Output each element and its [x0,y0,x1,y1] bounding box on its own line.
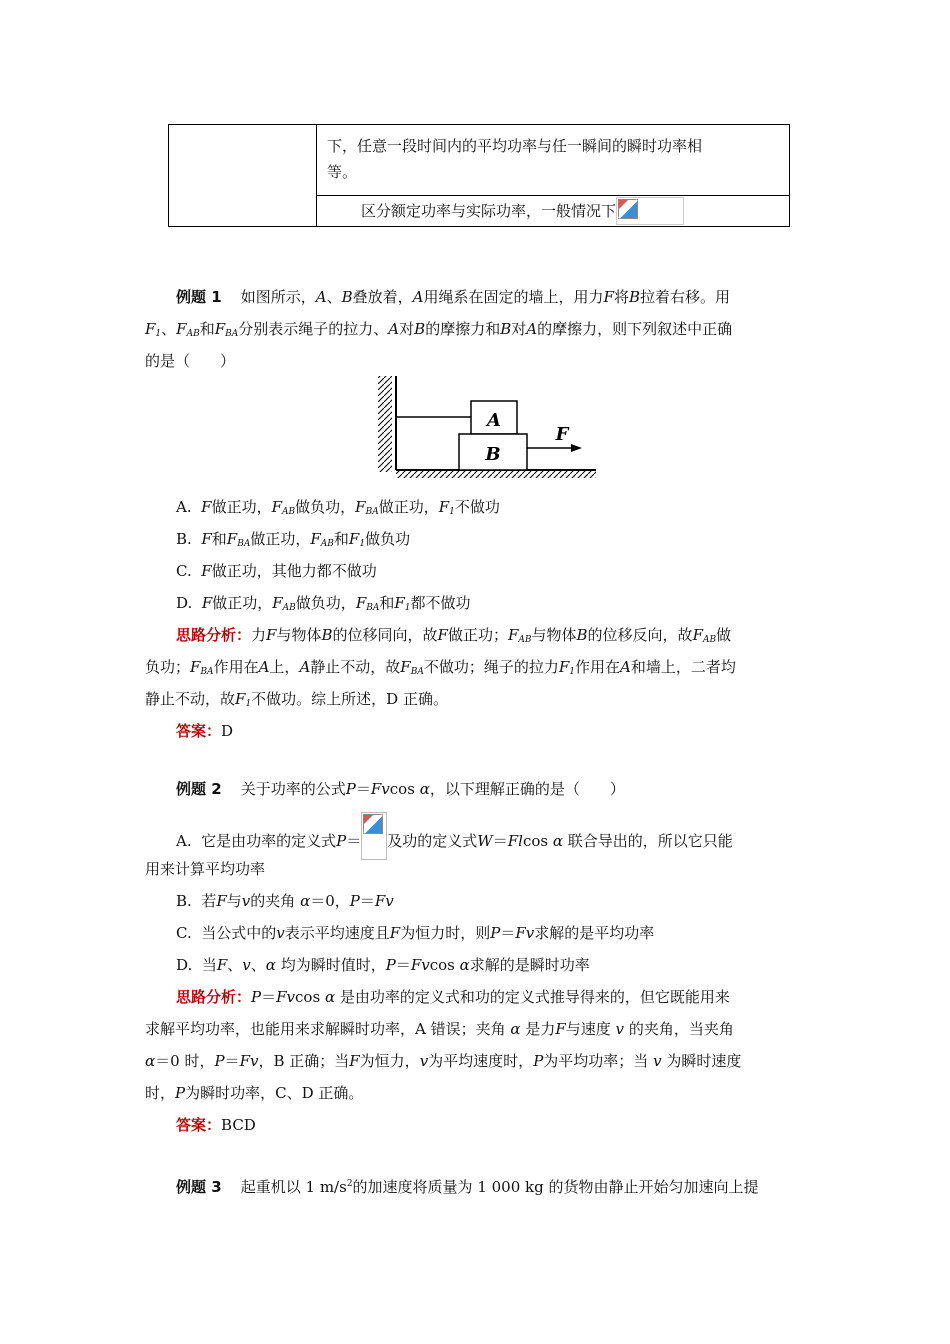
example1-answer [176,721,233,741]
option-A [176,497,500,522]
var-P: P [345,780,356,798]
text: 的摩擦力和 [425,320,501,338]
broken-image-icon [361,812,387,860]
text: 与物体 [276,626,322,644]
subscript: AB [518,635,532,645]
label-F: F [555,424,569,445]
text: cos [429,956,455,974]
var-B: B [576,626,588,644]
var-F: F [216,892,227,910]
text: 是由功率的定义式和功的定义式推导得来的，但它既能用来 [339,988,730,1006]
var-alpha: α [265,956,276,974]
option-D [176,593,471,618]
var-F: F [692,626,703,644]
var-alpha: α [300,892,311,910]
text: ＝0 时， [155,1052,215,1070]
text: 当公式中的 [201,924,277,942]
subscript: BA [237,539,251,549]
option-prefix: C. [176,562,192,580]
var-F: F [235,690,246,708]
var-Fv: Fv [374,892,394,910]
subscript: AB [186,329,200,339]
text: 的摩擦力，则下列叙述中正确 [537,320,733,338]
text: 它是由功率的定义式 [201,832,337,850]
text: 用来计算平均功率 [145,860,266,878]
subscript: 1 [404,603,411,613]
text: 做正功； [447,626,508,644]
var-F: F [400,658,411,676]
text: 和 [199,320,215,338]
text: ＝ [500,924,516,942]
ex2-option-C [176,923,654,943]
var-alpha: α [145,1052,156,1070]
option-prefix: D. [176,594,193,612]
table-text-line: 等。 [327,163,358,181]
ex2-option-A [176,812,733,860]
text: 为恒力时，则 [400,924,491,942]
text: 上， [269,658,300,676]
text: 负功； [145,658,191,676]
option-prefix: A. [176,832,192,850]
text: 静止不动，故 [145,690,236,708]
var-F: F [216,956,228,974]
subscript: BA [366,603,380,613]
text: 的夹角，当夹角 [628,1020,734,1038]
var-v: v [653,1052,662,1070]
var-F: F [201,498,212,516]
text: 做正功， [378,498,439,516]
var-alpha: α [510,1020,521,1038]
text: ＝ [346,832,362,850]
ex2-option-D [176,955,590,975]
var-alpha: α [419,780,430,798]
var-alpha: α [324,988,336,1006]
text: 如图所示， [240,288,316,306]
text: 、 [326,288,342,306]
var-P: P [336,832,347,850]
text: ＝ [492,832,508,850]
text: 拉着右移。用 [640,288,731,306]
text: 和 [379,594,395,612]
var-F: F [214,320,226,338]
example1-question-line3 [145,351,235,371]
text: 当 [201,956,217,974]
var-Fv: Fv [515,924,535,942]
text: ＝ [261,988,277,1006]
superscript: 2 [346,1179,353,1189]
var-Fv: Fv [276,988,296,1006]
text: ＝ [224,1052,240,1070]
text: 若 [201,892,217,910]
var-F: F [310,530,321,548]
var-F: F [507,626,519,644]
var-F: F [272,594,283,612]
var-v: v [615,1020,625,1038]
text: 做负功， [295,498,356,516]
answer-value: BCD [221,1116,256,1134]
table-text-line: 区分额定功率与实际功率，一般情况下 [361,202,617,220]
var-F: F [201,530,212,548]
example2-answer [176,1115,256,1135]
text: ＝ [355,780,371,798]
text: ＝ [395,956,411,974]
var-F: F [603,288,614,306]
text: 为平均速度时， [428,1052,534,1070]
label-B: B [485,444,501,465]
subscript: BA [225,329,239,339]
text: 对 [399,320,415,338]
var-B: B [414,320,426,338]
wall-hatch [378,376,392,472]
text: 作用在 [575,658,621,676]
var-F: F [555,1020,566,1038]
var-A: A [412,288,424,306]
text: 用绳系在固定的墙上，用力 [423,288,604,306]
text: 求解的是瞬时功率 [469,956,590,974]
var-P: P [533,1052,544,1070]
var-A: A [315,288,327,306]
subscript: BA [200,667,214,677]
text: 静止不动，故 [310,658,401,676]
text: 的位移反向，故 [587,626,693,644]
text: 为恒力， [359,1052,420,1070]
text: cos [522,832,549,850]
example1-analysis-line2 [145,657,736,682]
text: 及功的定义式 [387,832,478,850]
example2-analysis-line4 [145,1083,363,1103]
text: ，B 正确；当 [258,1052,350,1070]
text: 做正功，其他力都不做功 [211,562,377,580]
text: 是力 [525,1020,556,1038]
var-F: F [145,320,156,338]
table-cell-empty [169,125,317,227]
example1-question-line2 [145,319,732,344]
ground-hatch [396,471,596,478]
text: 时， [145,1084,176,1102]
example2-analysis [176,987,730,1007]
var-F: F [271,498,283,516]
example1-analysis [176,625,731,650]
example2-question [176,779,625,799]
text: 不做功；绳子的拉力 [423,658,559,676]
table-cell-text [317,196,790,227]
text: ＝0， [310,892,350,910]
text: 、 [250,956,266,974]
var-v: v [419,1052,429,1070]
text: 做 [716,626,732,644]
var-P: P [385,956,396,974]
text: 叠放着， [352,288,413,306]
var-F: F [226,530,238,548]
text: 为平均功率；当 [543,1052,649,1070]
example1-question [176,287,730,307]
text: 求解的是平均功率 [534,924,655,942]
summary-table [168,124,790,227]
option-prefix: D. [176,956,193,974]
analysis-label: 思路分析： [176,988,252,1006]
var-A: A [388,320,400,338]
var-B: B [341,288,353,306]
example2-analysis-line3 [145,1051,741,1071]
answer-label: 答案： [176,722,222,740]
example1-analysis-line3 [145,689,448,714]
subscript: AB [282,507,296,517]
text: 力 [251,626,267,644]
text: 和 [333,530,349,548]
subscript: 1 [449,507,455,517]
text: 分别表示绳子的拉力、 [238,320,389,338]
var-Fv: Fv [239,1052,259,1070]
text: 起重机以 1 m/s [240,1178,347,1196]
text: ，以下理解正确的是（ ） [429,780,625,798]
option-prefix: A. [176,498,192,516]
var-W: W [477,832,493,850]
var-P: P [490,924,501,942]
subscript: AB [320,539,334,549]
var-v: v [276,924,285,942]
text: 的是（ ） [145,352,236,370]
text: 将 [613,288,629,306]
subscript: BA [365,507,379,517]
var-F: F [176,320,187,338]
example-label: 例题 2 [176,780,222,798]
text: 表示平均速度且 [284,924,390,942]
text: 都不做功 [410,594,471,612]
answer-value: D [221,722,234,740]
text: 不做功 [454,498,500,516]
example-label: 例题 1 [176,288,222,306]
text: 联合导出的，所以它只能 [567,832,733,850]
text: 的位移同向，故 [332,626,438,644]
text: cos [389,780,415,798]
text: 不做功。综上所述，D 正确。 [251,690,448,708]
ex2-option-A-line2 [145,859,265,879]
var-A: A [258,658,270,676]
var-Fl: Fl [507,832,523,850]
var-F: F [201,562,212,580]
text: 与物体 [531,626,577,644]
text: 、 [161,320,177,338]
var-P: P [251,988,262,1006]
text: 为瞬时速度 [666,1052,742,1070]
text: ＝ [359,892,375,910]
subscript: 1 [245,699,252,709]
text: 为瞬时功率，C、D 正确。 [185,1084,364,1102]
var-F: F [355,594,367,612]
subscript: 1 [155,329,162,339]
text: 求解平均功率，也能用来求解瞬时功率，A 错误；夹角 [145,1020,506,1038]
var-F: F [389,924,401,942]
text: 做正功， [250,530,311,548]
var-F: F [201,594,213,612]
subscript: 1 [359,539,366,549]
var-B: B [500,320,512,338]
analysis-label: 思路分析： [176,626,252,644]
text: 做负功， [295,594,356,612]
text: 作用在 [213,658,259,676]
var-P: P [175,1084,186,1102]
var-A: A [620,658,631,676]
var-F: F [266,626,277,644]
text: 和墙上，二者均 [630,658,736,676]
text: 对 [511,320,527,338]
subscript: AB [282,603,296,613]
var-F: F [349,1052,360,1070]
text: 关于功率的公式 [240,780,346,798]
var-B: B [321,626,333,644]
var-A: A [299,658,311,676]
table-cell-text [317,125,790,196]
physics-figure [378,372,600,478]
answer-label: 答案： [176,1116,222,1134]
text: 与 [226,892,242,910]
text: 做正功， [211,498,272,516]
text: 、 [227,956,243,974]
broken-image-icon [616,197,684,225]
var-alpha: α [552,832,564,850]
option-prefix: B. [176,530,192,548]
var-F: F [394,594,405,612]
var-B: B [628,288,640,306]
text: 均为瞬时值时， [280,956,386,974]
var-v: v [242,956,251,974]
text: 和 [211,530,227,548]
var-F: F [558,658,570,676]
var-Fv: Fv [370,780,390,798]
text: 做正功， [212,594,273,612]
subscript: BA [410,667,424,677]
example-label: 例题 3 [176,1178,222,1196]
var-P: P [349,892,360,910]
text: 的夹角 [250,892,296,910]
text: 的加速度将质量为 1 000 kg 的货物由静止开始匀加速向上提 [352,1178,759,1196]
var-A: A [526,320,538,338]
subscript: 1 [569,667,576,677]
subscript: AB [702,635,717,645]
var-F: F [437,626,448,644]
var-P: P [214,1052,225,1070]
label-A: A [487,410,501,431]
option-B [176,529,410,554]
option-C [176,561,377,581]
ex2-option-B [176,891,394,911]
var-F: F [190,658,201,676]
arrow-head-icon [571,444,582,452]
var-alpha: α [459,956,470,974]
text: 做负功 [365,530,411,548]
var-F: F [355,498,366,516]
var-Fv: Fv [410,956,430,974]
text: cos [295,988,321,1006]
example3-question [176,1174,759,1197]
option-prefix: C. [176,924,192,942]
text: 与速度 [565,1020,611,1038]
example2-analysis-line2 [145,1019,734,1039]
option-prefix: B. [176,892,192,910]
var-F: F [438,498,450,516]
var-F: F [348,530,360,548]
var-v: v [241,892,251,910]
table-text-line: 下，任意一段时间内的平均功率与任一瞬间的瞬时功率相 [327,137,703,155]
